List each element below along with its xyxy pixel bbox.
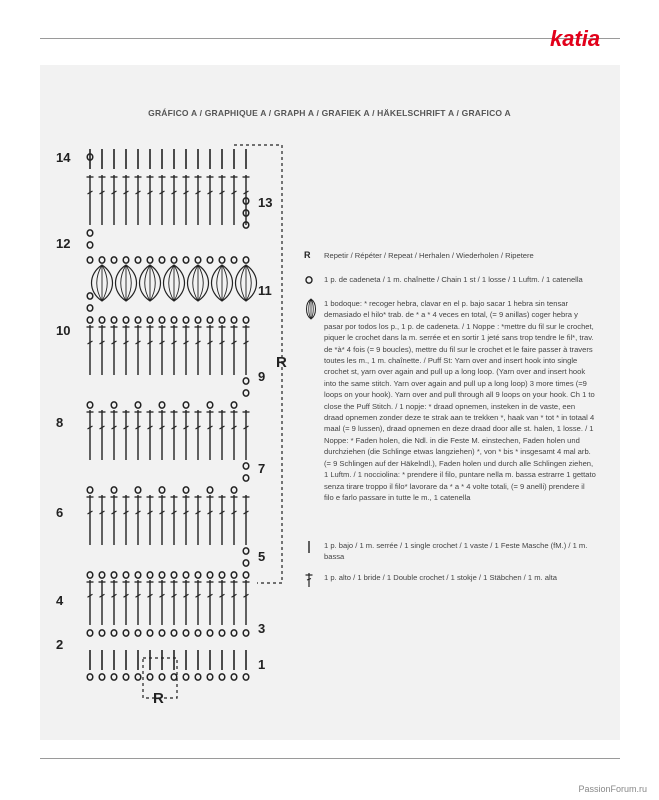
chain-stitch xyxy=(135,402,141,408)
chain-stitch xyxy=(243,317,249,323)
chain-stitch xyxy=(111,572,117,578)
chain-stitch xyxy=(183,572,189,578)
chain-stitch xyxy=(111,402,117,408)
chain-stitch xyxy=(207,572,213,578)
row-number-left: 6 xyxy=(56,505,64,520)
chain-stitch xyxy=(195,317,201,323)
chain-stitch xyxy=(159,257,165,263)
katia-logo xyxy=(548,24,622,54)
chain-stitch xyxy=(87,630,93,636)
puff-stitch-icon xyxy=(304,298,324,323)
puff-stitch-ribs xyxy=(241,265,252,301)
chain-stitch xyxy=(231,317,237,323)
chain-stitch xyxy=(219,630,225,636)
legend-chain-text: 1 p. de cadeneta / 1 m. chaînette / Chain 1 st / 1 losse / 1 Luftm. / 1 catenella xyxy=(324,275,583,284)
chain-stitch xyxy=(231,257,237,263)
chain-stitch xyxy=(159,487,165,493)
chain-stitch xyxy=(171,674,177,680)
puff-stitch-ribs xyxy=(121,265,132,301)
chain-icon xyxy=(304,274,324,289)
chain-stitch xyxy=(195,572,201,578)
chain-stitch xyxy=(87,402,93,408)
chain-stitch xyxy=(159,317,165,323)
chain-stitch xyxy=(243,257,249,263)
chain-stitch xyxy=(219,317,225,323)
single-crochet-icon xyxy=(304,540,324,557)
chain-stitch xyxy=(147,674,153,680)
chain-stitch xyxy=(171,317,177,323)
legend-puff-text: 1 bodoque: * recoger hebra, clavar en el p. bajo sacar 1 hebra sin tensar demasiado el hilo* trab. de * a * 4 veces en total, (= 9 anillas) coger hebra y pasar por todos los p., 1 p. de cadeneta. / 1 Noppe : *mettre du fil sur le crochet, piquer le crochet dans la m. serrée et en sortir 1 jeté sans trop tendre le fil*, trav. de *à* 4 fois (= 9 boucles), mettre du fil sur le crochet et le faire passer à travers toutes les m., 1 m. chaînette. / Puff St: Yarn over and insert hook into single crochet st, yarn over again and pull up a long loop. (Yarn over and insert hook into the same stitch. Yarn over again and pull up a long loop) 3 more times (=9 loops on your hook). Yarn over and pull through all 9 loops on your hook. Ch 1 to close the Puff Stitch. / 1 nopje: * draad opnemen, insteken in de vaste, een draad opnemen zonder deze te strak aan te trekken *, haak van * tot * in totaal 4 maal (= 9 lussen), draad opnemen en deze draad door alle st. halen, 1 losse. / 1 Noppe: * Faden holen, die Ndl. in die Feste M. einstechen, Faden holen und durchziehen (die Schlinge etwas langziehen) *, von * bis * insgesamt 4 mal arb. (= 9 Schlingen auf der Häkelndl.), Faden holen und durch alle Schlingen ziehen, 1 Luftm. / 1 nocciolina: * prendere il filo, puntare nella m. bassa estrarre 1 gettato senza tirare troppo il filo* lavorare da * a * 4 volte totali, (= 9 anelli) prendere il filo e farlo passare in tutte le m., 1 catenella xyxy=(324,299,596,502)
chain-stitch xyxy=(99,257,105,263)
chain-stitch xyxy=(219,572,225,578)
chain-stitch xyxy=(243,548,249,554)
chain-stitch xyxy=(99,674,105,680)
chain-stitch xyxy=(171,257,177,263)
chain-stitch xyxy=(111,674,117,680)
chain-stitch xyxy=(135,630,141,636)
puff-stitch-ribs xyxy=(145,265,156,301)
chain-stitch xyxy=(195,630,201,636)
watermark: PassionForum.ru xyxy=(578,784,647,794)
chain-stitch xyxy=(231,487,237,493)
chain-stitch xyxy=(159,402,165,408)
logo-wordmark: katia xyxy=(550,26,601,51)
chain-stitch xyxy=(87,487,93,493)
chain-stitch xyxy=(207,674,213,680)
chain-stitch xyxy=(87,674,93,680)
row-number-left: 14 xyxy=(56,150,71,165)
row-number-left: 10 xyxy=(56,323,71,338)
row-number-right: 7 xyxy=(258,461,266,476)
chain-stitch xyxy=(243,463,249,469)
chain-stitch xyxy=(147,317,153,323)
row-number-right: 9 xyxy=(258,369,266,384)
chain-stitch xyxy=(171,630,177,636)
chain-stitch xyxy=(207,487,213,493)
row-number-right: 1 xyxy=(258,657,266,672)
chain-stitch xyxy=(159,572,165,578)
chain-stitch xyxy=(243,560,249,566)
chain-stitch xyxy=(147,572,153,578)
chain-stitch xyxy=(147,630,153,636)
repeat-bracket-right xyxy=(234,145,282,583)
row-number-right: 5 xyxy=(258,549,266,564)
chain-stitch xyxy=(207,630,213,636)
chain-stitch xyxy=(183,630,189,636)
chain-stitch xyxy=(87,230,93,236)
chain-stitch xyxy=(135,257,141,263)
puff-stitch-ribs xyxy=(217,265,228,301)
chain-stitch xyxy=(111,630,117,636)
chain-stitch xyxy=(243,390,249,396)
repeat-label-bottom: R xyxy=(153,690,164,707)
chain-stitch xyxy=(219,257,225,263)
chain-stitch xyxy=(231,572,237,578)
chain-stitch xyxy=(231,402,237,408)
chain-stitch xyxy=(207,257,213,263)
chain-stitch xyxy=(243,572,249,578)
chain-stitch xyxy=(147,257,153,263)
chain-stitch xyxy=(87,317,93,323)
chain-stitch xyxy=(243,674,249,680)
chain-stitch xyxy=(123,257,129,263)
chain-stitch xyxy=(135,572,141,578)
double-crochet-icon xyxy=(304,572,324,591)
row-number-left: 4 xyxy=(56,593,64,608)
chain-stitch xyxy=(195,674,201,680)
chain-stitch xyxy=(135,487,141,493)
chain-stitch xyxy=(111,317,117,323)
chain-stitch xyxy=(87,572,93,578)
chain-stitch xyxy=(99,630,105,636)
chain-stitch xyxy=(183,487,189,493)
chain-stitch xyxy=(207,317,213,323)
chain-stitch xyxy=(183,402,189,408)
chain-stitch xyxy=(99,317,105,323)
chain-stitch xyxy=(123,674,129,680)
chain-stitch xyxy=(99,572,105,578)
chain-stitch xyxy=(243,378,249,384)
chart-title: GRÁFICO A / GRAPHIQUE A / GRAPH A / GRAFIEK A / HÄKELSCHRIFT A / GRAFICO A xyxy=(148,108,511,118)
chain-stitch xyxy=(159,630,165,636)
bottom-divider xyxy=(40,758,620,759)
row-number-left: 8 xyxy=(56,415,64,430)
top-divider xyxy=(40,38,620,39)
row-number-left: 12 xyxy=(56,236,71,251)
row-number-right: 11 xyxy=(258,283,272,298)
chain-stitch xyxy=(219,674,225,680)
chain-stitch xyxy=(243,630,249,636)
chain-stitch xyxy=(123,572,129,578)
puff-stitch-ribs xyxy=(169,265,180,301)
puff-stitch-ribs xyxy=(193,265,204,301)
chain-stitch xyxy=(123,317,129,323)
chain-stitch xyxy=(111,487,117,493)
chain-stitch xyxy=(111,257,117,263)
chain-stitch xyxy=(87,242,93,248)
chain-stitch xyxy=(231,630,237,636)
legend-repeat-text: Repetir / Répéter / Repeat / Herhalen / Wiederholen / Ripetere xyxy=(324,251,534,260)
chain-stitch xyxy=(87,257,93,263)
crochet-chart xyxy=(52,135,302,715)
row-number-left: 2 xyxy=(56,637,64,652)
row-number-right: 3 xyxy=(258,621,266,636)
puff-stitch-ribs xyxy=(97,265,108,301)
chain-stitch xyxy=(183,257,189,263)
chain-stitch xyxy=(159,674,165,680)
row-number-right: 13 xyxy=(258,195,273,210)
chain-stitch xyxy=(135,317,141,323)
legend-single-crochet-text: 1 p. bajo / 1 m. serrée / 1 single crochet / 1 vaste / 1 Feste Masche (fM.) / 1 m. bassa xyxy=(324,541,588,562)
chain-stitch xyxy=(123,630,129,636)
chain-stitch xyxy=(171,572,177,578)
chain-stitch xyxy=(207,402,213,408)
chain-stitch xyxy=(87,305,93,311)
legend-double-crochet-text: 1 p. alto / 1 bride / 1 Double crochet / 1 stokje / 1 Stäbchen / 1 m. alta xyxy=(324,573,558,582)
repeat-label-right: R xyxy=(276,354,287,371)
chain-stitch xyxy=(195,257,201,263)
legend-repeat-symbol: R xyxy=(304,250,311,260)
chain-stitch xyxy=(87,293,93,299)
chain-stitch xyxy=(243,475,249,481)
chain-stitch xyxy=(183,317,189,323)
chain-stitch xyxy=(231,674,237,680)
chain-stitch xyxy=(135,674,141,680)
chain-stitch xyxy=(183,674,189,680)
